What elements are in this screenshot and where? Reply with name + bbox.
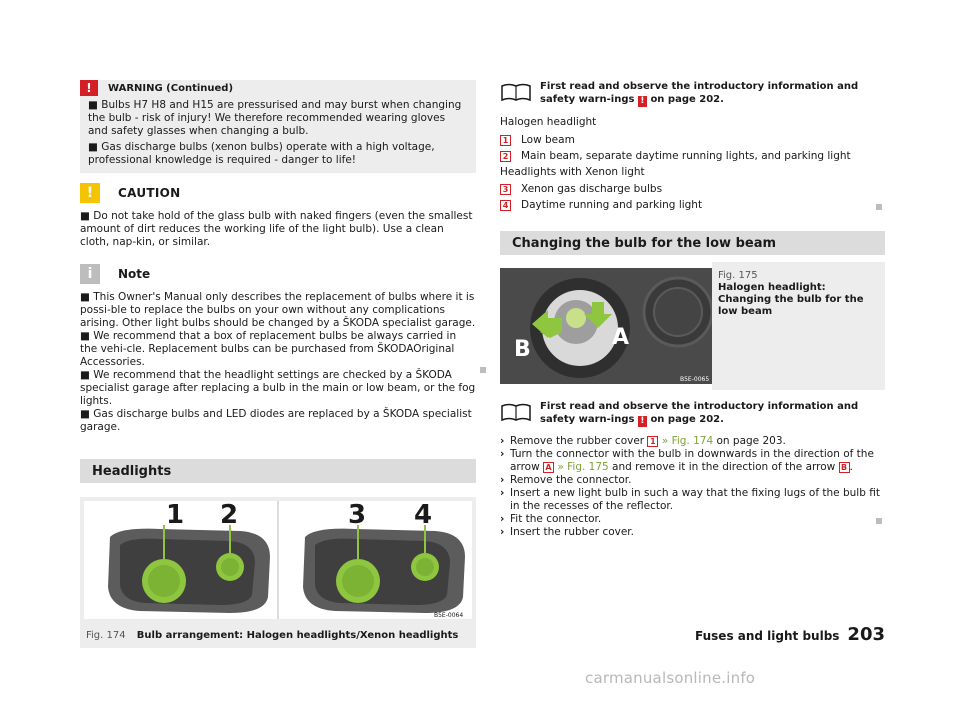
step-text: Remove the rubber cover xyxy=(510,435,645,447)
figure-link[interactable]: » Fig. 175 xyxy=(557,461,609,473)
book-icon xyxy=(500,82,532,102)
right-column xyxy=(500,80,885,539)
warning-text-2: ■ Gas discharge bulbs (xenon bulbs) operate with a high voltage, professional knowledge is required - danger to life! xyxy=(88,141,435,166)
read-first-page-ref: on page 202. xyxy=(650,94,724,105)
warning-box xyxy=(80,80,476,173)
legend-text: Daytime running and parking light xyxy=(521,198,703,211)
read-first-notice xyxy=(500,80,885,107)
step-text: Fit the connector. xyxy=(510,513,602,525)
steps-list xyxy=(500,435,885,539)
caution-icon: ! xyxy=(80,183,100,203)
figure-caption-text: Halogen headlight: Changing the bulb for the low beam xyxy=(718,282,864,317)
warning-icon: ! xyxy=(638,96,647,107)
figure-caption-text: Bulb arrangement: Halogen headlights/Xenon headlights xyxy=(136,630,459,641)
watermark: carmanualsonline.info xyxy=(585,669,756,687)
section-end-marker xyxy=(876,518,882,524)
step-item xyxy=(500,448,885,474)
step-item xyxy=(500,435,885,448)
legend-text: Xenon gas discharge bulbs xyxy=(521,182,663,195)
read-first-page-ref: on page 202. xyxy=(650,414,724,425)
section-end-marker xyxy=(876,204,882,210)
figure-label-4: 4 xyxy=(414,500,433,530)
warning-text-1: ■ Bulbs H7 H8 and H15 are pressurised and may burst when changing the bulb - risk of injury! We therefore recommended wearing gloves and safety glasses when changing a bulb. xyxy=(88,99,462,137)
page-footer xyxy=(695,624,885,645)
chevron-right-icon: › xyxy=(500,487,505,499)
legend-text: Main beam, separate daytime running lights, and parking light xyxy=(521,149,851,162)
note-icon: i xyxy=(80,264,100,284)
note-item: ■ Gas discharge bulbs and LED diodes are replaced by a ŠKODA specialist garage. xyxy=(80,408,472,433)
chevron-right-icon: › xyxy=(500,526,505,538)
callout-box: 1 xyxy=(500,135,511,146)
read-first-text: First read and observe the introductory information and safety warn-ings xyxy=(540,81,859,105)
warning-icon: ! xyxy=(638,416,647,427)
book-icon xyxy=(500,402,532,422)
legend-item xyxy=(500,197,885,213)
note-text xyxy=(80,291,476,434)
figure-number: Fig. 174 xyxy=(86,630,126,641)
legend-text: Low beam xyxy=(521,133,575,146)
low-beam-illustration xyxy=(500,262,712,390)
figure-label-1: 1 xyxy=(166,500,185,530)
halogen-heading: Halogen headlight xyxy=(500,116,597,128)
chevron-right-icon: › xyxy=(500,448,505,460)
figure-175 xyxy=(500,262,885,390)
figure-number: Fig. 175 xyxy=(718,270,758,281)
caution-title: CAUTION xyxy=(118,185,181,200)
callout-box: 3 xyxy=(500,184,511,195)
figure-label-2: 2 xyxy=(220,500,239,530)
callout-box: 1 xyxy=(647,436,658,447)
warning-icon: ! xyxy=(80,80,98,96)
step-item xyxy=(500,526,885,539)
step-text: . xyxy=(849,461,853,473)
chevron-right-icon: › xyxy=(500,513,505,525)
chapter-title: Fuses and light bulbs xyxy=(695,629,840,643)
step-item xyxy=(500,487,885,513)
step-item xyxy=(500,474,885,487)
note-item: ■ We recommend that a box of replacement bulbs be always carried in the vehi-cle. Replacement bulbs can be purchased from ŠKODAOriginal Accessories. xyxy=(80,330,457,368)
step-text: Insert a new light bulb in such a way that the fixing lugs of the bulb fit in the recesses of the reflector. xyxy=(510,487,880,512)
figure-label-a: A xyxy=(612,325,630,350)
caution-text: ■ Do not take hold of the glass bulb with naked fingers (even the smallest amount of dirt reduces the working life of the light bulb). Use a clean cloth, nap-kin, or similar. xyxy=(80,210,473,248)
figure-link[interactable]: » Fig. 174 xyxy=(661,435,714,447)
note-item: ■ This Owner's Manual only describes the replacement of bulbs where it is possi-ble to replace the bulbs on your own without any complications arising. Other light bulbs should be changed by a ŠKODA specialist garage. xyxy=(80,291,476,329)
note-item: ■ We recommend that the headlight settings are checked by a ŠKODA specialist garage after replacing a bulb in the main or low beam, or the fog lights. xyxy=(80,369,476,407)
step-item xyxy=(500,513,885,526)
step-text: and remove it in the direction of the arrow xyxy=(612,461,836,473)
legend-item xyxy=(500,132,885,148)
legend-item xyxy=(500,148,885,164)
figure-174 xyxy=(80,497,476,648)
legend-item xyxy=(500,181,885,197)
figure-label-b: B xyxy=(514,337,531,362)
figure-caption xyxy=(80,623,476,648)
page-number: 203 xyxy=(847,624,885,645)
callout-box: B xyxy=(839,462,850,473)
step-text: Insert the rubber cover. xyxy=(510,526,635,538)
warning-title: WARNING (Continued) xyxy=(108,82,234,94)
step-text: Remove the connector. xyxy=(510,474,632,486)
left-column xyxy=(80,80,476,648)
step-text: on page 203. xyxy=(716,435,786,447)
section-heading-low-beam: Changing the bulb for the low beam xyxy=(500,231,885,255)
read-first-text: First read and observe the introductory information and safety warn-ings xyxy=(540,401,859,425)
chevron-right-icon: › xyxy=(500,474,505,486)
callout-box: 2 xyxy=(500,151,511,162)
headlights-illustration xyxy=(80,497,476,623)
callout-box: 4 xyxy=(500,200,511,211)
figure-code: B5E-0064 xyxy=(434,612,464,619)
note-title: Note xyxy=(118,266,151,281)
section-heading-headlights: Headlights xyxy=(80,459,476,483)
figure-label-3: 3 xyxy=(348,500,367,530)
figure-caption xyxy=(712,262,885,390)
callout-box: A xyxy=(543,462,554,473)
figure-code: B5E-0065 xyxy=(680,376,710,383)
section-end-marker xyxy=(480,367,486,373)
step-text: Turn the connector with the bulb in downwards in the direction of the arrow xyxy=(510,448,874,473)
chevron-right-icon: › xyxy=(500,435,505,447)
read-first-notice xyxy=(500,400,885,427)
xenon-heading: Headlights with Xenon light xyxy=(500,166,645,178)
